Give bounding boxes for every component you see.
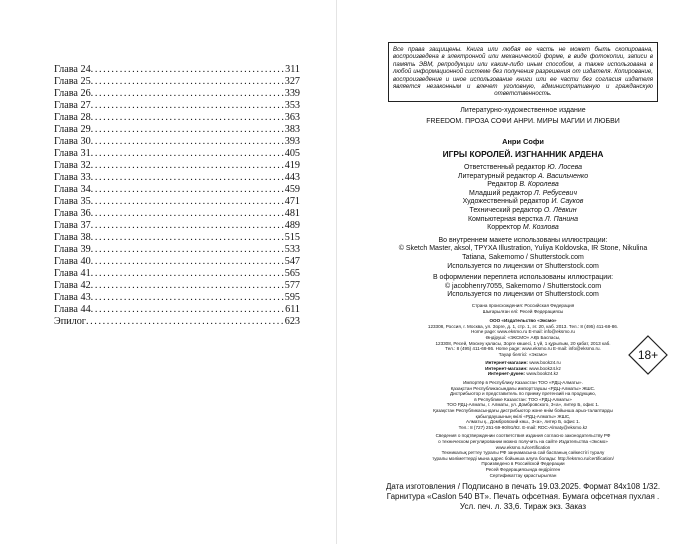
toc-entry-page: 471 xyxy=(284,196,300,207)
certification-line: Произведено в Российской Федерации xyxy=(481,461,565,467)
leader-dots xyxy=(91,256,285,268)
toc-entry xyxy=(54,316,300,328)
toc-entry xyxy=(54,88,300,100)
author-name: Анри Софи xyxy=(502,137,544,147)
toc-entry xyxy=(54,304,300,316)
toc-entry xyxy=(54,208,300,220)
illustration-credit-line: В оформлении переплета использованы иллюстрации: xyxy=(432,274,614,282)
certification-line: Техникалық реттеу туралы РФ заңнамасына сай баспаның сәйкестігі туралу xyxy=(441,450,605,456)
toc-entry-page: 443 xyxy=(284,172,300,183)
leader-dots xyxy=(91,184,285,196)
toc-entry-title: Глава 44 xyxy=(54,304,91,315)
credit-name: А. Васильченко xyxy=(538,172,589,180)
leader-dots xyxy=(91,244,285,256)
genre-label: Литературно-художественное издание xyxy=(460,106,586,114)
cover-illustrations-credit xyxy=(370,274,674,300)
credit-name: М. Козлова xyxy=(522,224,559,232)
country-line: Шығарылған елі: Ресей Федерациясы xyxy=(482,308,564,314)
certification-line: Ресей Федерациясында өндірілген xyxy=(485,466,561,472)
illustration-credit-line: Используется по лицензии от Shutterstock.com xyxy=(447,262,599,270)
table-of-contents xyxy=(54,64,300,328)
credit-line xyxy=(458,173,588,182)
distribution-line: Алматы қ., Домбровский көш., 3«а», литер Б, офис 1. xyxy=(466,419,580,425)
toc-entry-title: Глава 38 xyxy=(54,232,91,243)
distribution-line: Импортёр в Республику Казахстан ТОО «РДЦ-Алматы». xyxy=(463,380,583,386)
toc-entry xyxy=(54,184,300,196)
toc-entry-page: 481 xyxy=(284,208,300,219)
toc-entry xyxy=(54,232,300,244)
leader-dots xyxy=(91,136,285,148)
credit-name: В. Королева xyxy=(519,181,559,189)
leader-dots xyxy=(91,232,285,244)
credit-role: Редактор xyxy=(487,181,520,189)
publisher-line: ООО «Издательство «Эксмо» xyxy=(489,318,557,324)
toc-entry-page: 353 xyxy=(284,100,300,111)
illustration-credit-line: © Sketch Master, aksol, TPYXA Illustration, Yuliya Koldovska, IR Stone, Nikulina xyxy=(398,245,648,253)
illustration-credit-line: Во внутреннем макете использованы иллюстрации: xyxy=(438,236,608,244)
book-title: ИГРЫ КОРОЛЕЙ. ИЗГНАННИК АРДЕНА xyxy=(442,149,604,160)
credit-name: И. Сауков xyxy=(551,198,584,206)
distribution-line: ТОО РДЦ-Алматы, г. Алматы, ул. Домбровского, 3«а», литер Б, офис 1. xyxy=(446,402,600,408)
toc-entry-page: 547 xyxy=(284,256,300,267)
print-detail-line: Дата изготовления / Подписано в печать 19.03.2025. Формат 84x108 1/32. xyxy=(385,482,661,492)
distribution-line: қабылдаушының өкілі «РДЦ-Алматы» ЖШС, xyxy=(475,413,571,419)
toc-entry xyxy=(54,124,300,136)
print-detail-line: Усл. печ. л. 33,6. Тираж экз. Заказ xyxy=(459,502,587,512)
shop-line xyxy=(488,371,559,377)
distribution-line: Қазақстан Республикасындағы дистрибьютор және өнім бойынша арыз-талаптарды xyxy=(433,408,613,414)
publisher-line: Home page: www.eksmo.ru E-mail: info@eksmo.ru xyxy=(471,329,575,335)
toc-entry xyxy=(54,64,300,76)
toc-entry xyxy=(54,256,300,268)
toc-entry xyxy=(54,268,300,280)
publisher-line: Өндіруші: «ЭКСМО» АҚБ Баспасы, xyxy=(485,334,561,340)
leader-dots xyxy=(91,196,285,208)
toc-entry-title: Глава 41 xyxy=(54,268,91,279)
country-line: Страна происхождения: Российская Федерация xyxy=(471,302,575,308)
leader-dots xyxy=(91,76,285,88)
toc-entry-title: Глава 34 xyxy=(54,184,91,195)
credit-name: Ю. Лосева xyxy=(547,164,583,172)
toc-entry-page: 623 xyxy=(284,316,300,327)
toc-entry-title: Глава 26 xyxy=(54,88,91,99)
toc-entry-page: 339 xyxy=(284,88,300,99)
leader-dots xyxy=(86,316,285,328)
toc-entry-title: Глава 37 xyxy=(54,220,91,231)
toc-entry-title: Глава 42 xyxy=(54,280,91,291)
credit-role: Корректор xyxy=(487,224,523,232)
toc-entry xyxy=(54,148,300,160)
toc-entry-title: Глава 40 xyxy=(54,256,91,267)
kazakhstan-distribution xyxy=(370,380,674,430)
toc-entry-page: 533 xyxy=(284,244,300,255)
leader-dots xyxy=(91,292,285,304)
inner-illustrations-credit xyxy=(370,237,674,271)
credit-line xyxy=(487,224,559,233)
toc-entry xyxy=(54,112,300,124)
toc-entry-page: 419 xyxy=(284,160,300,171)
shop-label: Интернет-магазин: xyxy=(485,360,528,366)
toc-entry xyxy=(54,280,300,292)
toc-entry-title: Глава 25 xyxy=(54,76,91,87)
toc-entry-title: Глава 31 xyxy=(54,148,91,159)
leader-dots xyxy=(91,112,285,124)
leader-dots xyxy=(91,280,285,292)
distribution-line: Дистрибьютор и представитель по приему претензий на продукцию, xyxy=(450,391,596,397)
credit-line xyxy=(469,207,576,216)
credit-role: Технический редактор xyxy=(469,207,544,214)
toc-entry xyxy=(54,136,300,148)
toc-entry-title: Глава 32 xyxy=(54,160,91,171)
credit-line xyxy=(464,164,582,173)
print-details xyxy=(370,482,674,512)
print-detail-line: Гарнитура «Caslon 540 BT». Печать офсетная. Бумага офсетная пухлая . xyxy=(386,492,660,502)
toc-entry-page: 611 xyxy=(285,304,300,315)
credit-line xyxy=(487,181,559,190)
toc-entry-page: 363 xyxy=(284,112,300,123)
illustration-credit-line: Используется по лицензии от Shutterstock.com xyxy=(447,291,599,299)
credits-list xyxy=(370,164,674,233)
shop-label: Интернет-магазин: xyxy=(485,365,528,371)
toc-entry-page: 577 xyxy=(284,280,300,291)
toc-entry-title: Глава 27 xyxy=(54,100,91,111)
certification-line: о техническом регулировании можно получить на сайте Издательства «Эксмо» xyxy=(438,439,608,444)
age-rating-text: 18+ xyxy=(637,348,659,362)
toc-entry-title: Глава 29 xyxy=(54,124,91,135)
credit-role: Художественный редактор xyxy=(462,198,552,206)
shop-url: www.book24.kz xyxy=(527,365,561,371)
country-of-origin xyxy=(370,303,674,314)
credit-name: Л. Ребусевич xyxy=(533,189,577,197)
toc-entry-page: 405 xyxy=(284,148,300,159)
leader-dots xyxy=(91,88,285,100)
toc-entry-title: Глава 35 xyxy=(54,196,91,207)
shop-label: Интернет-дүкен: xyxy=(487,371,526,377)
toc-entry-title: Глава 36 xyxy=(54,208,91,219)
toc-entry-page: 327 xyxy=(284,76,300,87)
toc-entry-title: Эпилог xyxy=(54,316,86,327)
toc-entry-page: 565 xyxy=(284,268,300,279)
leader-dots xyxy=(91,160,285,172)
toc-entry-title: Глава 43 xyxy=(54,292,91,303)
credit-role: Ответственный редактор xyxy=(463,164,548,172)
toc-entry xyxy=(54,160,300,172)
distribution-line: Қазақстан Республикасындағы импорттаушы «РДЦ-Алматы» ЖШС. xyxy=(450,385,596,391)
publisher-line: Тел.: 8 (495) 411-68-86. Home page: www.eksmo.ru E-mail: info@eksmo.ru. xyxy=(445,346,601,352)
toc-entry-page: 383 xyxy=(284,124,300,135)
leader-dots xyxy=(91,148,285,160)
leader-dots xyxy=(91,64,285,76)
leader-dots xyxy=(91,304,285,316)
series-title: FREEDOM. ПРОЗА СОФИ АНРИ. МИРЫ МАГИИ И ЛЮБВИ xyxy=(426,118,620,126)
credit-name: Л. Панина xyxy=(544,215,579,223)
certification-line: www.eksmo.ru/certification xyxy=(495,444,551,450)
leader-dots xyxy=(91,268,285,280)
imprint-column xyxy=(370,42,674,512)
toc-entry-page: 515 xyxy=(284,232,300,243)
toc-entry xyxy=(54,100,300,112)
toc-entry-page: 489 xyxy=(284,220,300,231)
toc-entry xyxy=(54,76,300,88)
toc-entry-page: 459 xyxy=(284,184,300,195)
publisher-line: 123308, Россия, г. Москва, ул. Зорге, д. 1, стр. 1, эт. 20, каб. 2013. Тел.: 8 (495) 411-68-86. xyxy=(427,323,619,329)
copyright-notice: Все права защищены. Книга или любая ее часть не может быть скопирована, воспроизведена в электронной или механической форме, в виде фотокопии, записи в память ЭВМ, репродукции или каким-либо иным способом, а также использована в любой информационной системе без получения разрешения от издателя. Копирование, воспроизведение и иное использование книги или ее части без согласия издателя является незаконным и влечет уголовную, административную и гражданскую ответственность. xyxy=(388,42,658,102)
toc-entry xyxy=(54,196,300,208)
toc-entry-title: Глава 24 xyxy=(54,64,91,75)
toc-entry xyxy=(54,292,300,304)
toc-entry-title: Глава 30 xyxy=(54,136,91,147)
toc-entry xyxy=(54,244,300,256)
distribution-line: в Республике Казахстан: ТОО «РДЦ-Алматы» xyxy=(474,396,572,402)
leader-dots xyxy=(91,100,285,112)
credit-line xyxy=(463,198,584,207)
toc-entry xyxy=(54,172,300,184)
toc-entry-page: 595 xyxy=(284,292,300,303)
certification-line: Сведения о подтверждении соответствия издания согласно законодательству РФ xyxy=(435,433,611,439)
credit-role: Компьютерная верстка xyxy=(467,215,545,223)
toc-entry-page: 311 xyxy=(285,64,300,75)
certification-info xyxy=(370,433,674,478)
leader-dots xyxy=(91,172,285,184)
toc-entry-title: Глава 39 xyxy=(54,244,91,255)
age-rating-badge xyxy=(628,335,668,375)
toc-entry-title: Глава 28 xyxy=(54,112,91,123)
shop-url: www.book24.kz xyxy=(525,371,559,377)
illustration-credit-line: © jacobhenry7055, Sakemomo / Shutterstock.com xyxy=(444,282,602,290)
credit-role: Младший редактор xyxy=(469,189,534,197)
toc-entry-title: Глава 33 xyxy=(54,172,91,183)
publisher-line: Тауар белгісі: «Эксмо» xyxy=(498,351,548,357)
toc-entry-page: 393 xyxy=(284,136,300,147)
certification-line: туралы мәліметтерді мына адрес бойынша алуға болады: http://eksmo.ru/certification/ xyxy=(432,455,614,461)
toc-entry xyxy=(54,220,300,232)
publisher-line: 123308, Ресей, Мәскеу қаласы, Зорге көшесі, 1 үй, 1 құрылым, 20 қабат, 2013 каб. xyxy=(435,340,611,346)
credit-line xyxy=(468,216,578,225)
credit-name: О. Лёвкин xyxy=(543,207,577,214)
distribution-line: Тел.: 8 (727) 251-59-90/91/92. E-mail: RDC-Almaty@eksmo.kz xyxy=(458,424,588,430)
leader-dots xyxy=(91,208,285,220)
leader-dots xyxy=(91,124,285,136)
credit-role: Литературный редактор xyxy=(457,172,539,180)
leader-dots xyxy=(91,220,285,232)
certification-line: Сертификаттау қарастырылған xyxy=(489,472,557,478)
shop-url: www.book24.ru xyxy=(527,360,561,366)
illustration-credit-line: Tatiana, Sakemomo / Shutterstock.com xyxy=(462,253,584,261)
